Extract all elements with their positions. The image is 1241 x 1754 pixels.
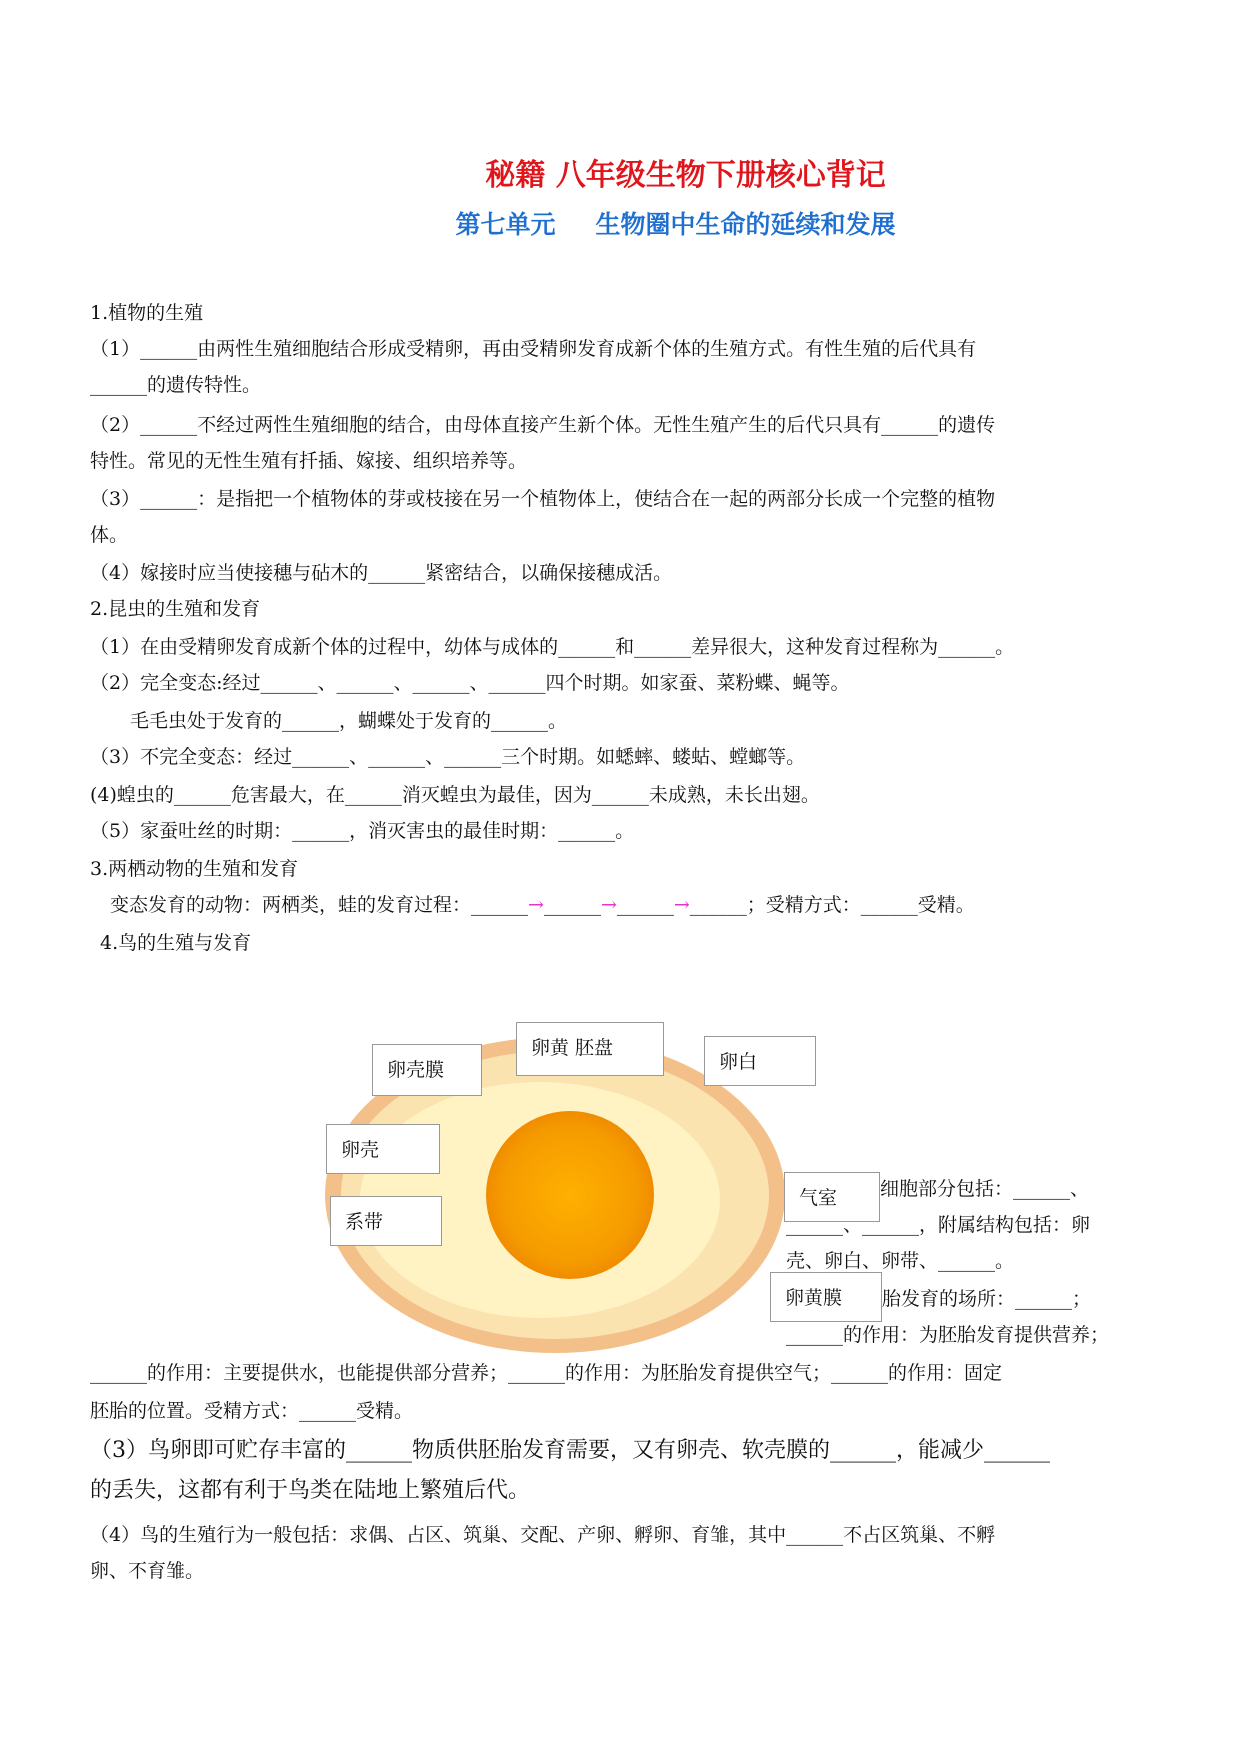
- text-line: （2）完全变态:经过______、______、______、______四个时期。如家蚕、菜粉蝶、蝇等。: [90, 672, 850, 694]
- text-line: （4）嫁接时应当使接穗与砧木的______紧密结合，以确保接穗成活。: [90, 562, 673, 584]
- text-line: （3）鸟卵即可贮存丰富的______物质供胚胎发育需要，又有卵壳、软壳膜的______，能减少______: [90, 1438, 1050, 1463]
- text-line: （5）家蚕吐丝的时期：______，消灭害虫的最佳时期：______。: [90, 820, 635, 842]
- page-title: 秘籍 八年级生物下册核心背记: [485, 158, 886, 193]
- text-line: 体。: [90, 524, 129, 546]
- section-heading-4: 4.鸟的生殖与发育: [100, 932, 252, 954]
- text-line: 卵、不育雏。: [90, 1560, 205, 1582]
- page-subtitle: [0, 205, 1241, 241]
- label-chalaza: 系带: [330, 1196, 442, 1246]
- arrow-icon: →: [673, 894, 690, 916]
- label-shell: 卵壳: [326, 1124, 440, 1174]
- label-shell-membrane: 卵壳膜: [372, 1044, 482, 1096]
- text-line: ______的作用：主要提供水，也能提供部分营养；______的作用：为胚胎发育提供空气；______的作用：固定: [90, 1362, 1003, 1384]
- label-air-cell: 气室: [784, 1172, 880, 1222]
- text-line: 特性。常见的无性生殖有扦插、嫁接、组织培养等。: [90, 450, 528, 472]
- label-yolk-disc: 卵黄 胚盘: [516, 1022, 664, 1076]
- label-yolk-membrane: 卵黄膜: [770, 1272, 882, 1322]
- arrow-icon: →: [528, 894, 544, 916]
- text-line: [110, 890, 975, 920]
- unit-number: 第七单元: [455, 210, 556, 239]
- text-line: 壳、卵白、卵带、______。: [786, 1250, 1015, 1272]
- section-heading-3: 3.两栖动物的生殖和发育: [90, 858, 299, 880]
- frog-pre: 变态发育的动物：两栖类，蛙的发育过程：______: [110, 894, 529, 916]
- text-line: ______、______，附属结构包括：卵: [786, 1214, 1091, 1236]
- text-line: （3）______：是指把一个植物体的芽或枝接在另一个植物体上，使结合在一起的两部分长成一个完整的植物: [90, 488, 996, 510]
- text-line: 的丢失，这都有利于鸟类在陆地上繁殖后代。: [90, 1478, 531, 1503]
- text-line: （1）在由受精卵发育成新个体的过程中，幼体与成体的______和______差异很大，这种发育过程称为______。: [90, 636, 1015, 658]
- frog-c: ______: [616, 894, 674, 916]
- text-line: （2）______不经过两性生殖细胞的结合，由母体直接产生新个体。无性生殖产生的后代只具有______的遗传: [90, 414, 996, 436]
- text-line: （4）鸟的生殖行为一般包括：求偶、占区、筑巢、交配、产卵、孵卵、育雏，其中______不占区筑巢、不孵: [90, 1524, 996, 1546]
- text-line: 细胞部分包括：______、: [880, 1178, 1090, 1200]
- label-albumen: 卵白: [704, 1036, 816, 1086]
- arrow-icon: →: [600, 894, 617, 916]
- text-line: 毛毛虫处于发育的______，蝴蝶处于发育的______。: [130, 710, 568, 732]
- frog-post: ______；受精方式：______受精。: [689, 894, 975, 916]
- text-line: （1）______由两性生殖细胞结合形成受精卵，再由受精卵发育成新个体的生殖方式。有性生殖的后代具有: [90, 338, 977, 360]
- text-line: ______的作用：为胚胎发育提供营养；: [786, 1324, 1110, 1346]
- text-line: 胚胎的位置。受精方式：______受精。: [90, 1400, 414, 1422]
- text-line: （3）不完全变态：经过______、______、______三个时期。如蟋蟀、蝼蛄、螳螂等。: [90, 746, 806, 768]
- frog-b: ______: [543, 894, 601, 916]
- text-line: 胎发育的场所：______；: [882, 1288, 1092, 1310]
- text-line: ______的遗传特性。: [90, 374, 262, 396]
- section-heading-1: 1.植物的生殖: [90, 302, 204, 324]
- section-heading-2: 2.昆虫的生殖和发育: [90, 598, 261, 620]
- unit-name: 生物圈中生命的延续和发展: [595, 210, 896, 239]
- text-line: (4)蝗虫的______危害最大，在______消灭蝗虫为最佳，因为______未成熟，未长出翅。: [90, 784, 820, 806]
